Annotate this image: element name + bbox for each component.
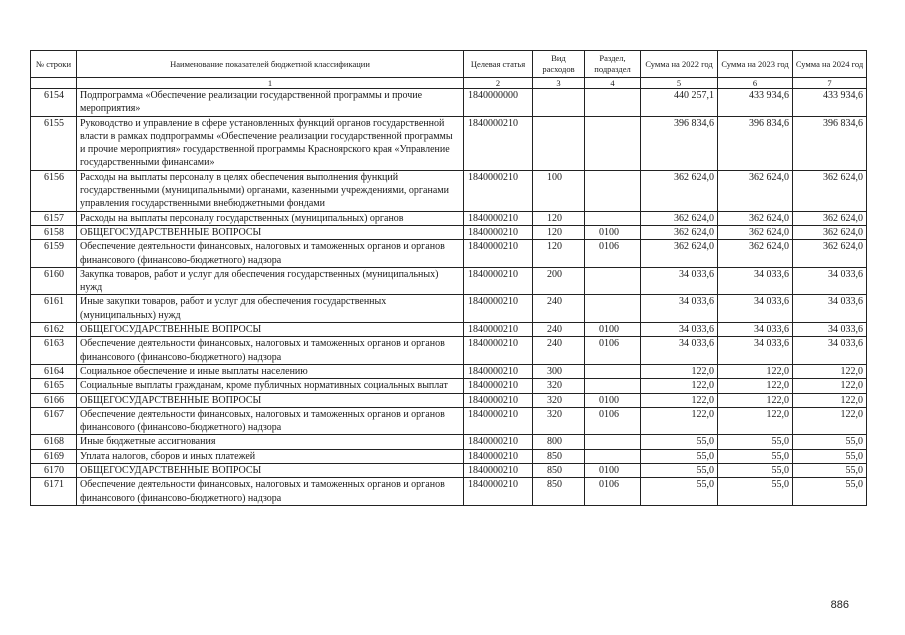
sum-2023: 55,0 bbox=[718, 449, 793, 463]
section-code: 0106 bbox=[585, 337, 641, 365]
row-number: 6161 bbox=[31, 295, 77, 323]
table-row bbox=[31, 364, 867, 378]
sum-2022: 122,0 bbox=[641, 364, 718, 378]
table-row bbox=[31, 435, 867, 449]
target-article: 1840000210 bbox=[464, 478, 533, 506]
sum-2024: 34 033,6 bbox=[793, 295, 867, 323]
indicator-name: Расходы на выплаты персоналу государственных (муниципальных) органов bbox=[77, 211, 464, 225]
header-section: Раздел, подраздел bbox=[585, 51, 641, 78]
sum-2022: 55,0 bbox=[641, 435, 718, 449]
sum-2024: 396 834,6 bbox=[793, 116, 867, 170]
row-number: 6166 bbox=[31, 393, 77, 407]
indicator-name: Иные закупки товаров, работ и услуг для обеспечения государственных (муниципальных) нужд bbox=[77, 295, 464, 323]
section-code bbox=[585, 364, 641, 378]
target-article: 1840000210 bbox=[464, 267, 533, 295]
section-code: 0100 bbox=[585, 225, 641, 239]
target-article: 1840000210 bbox=[464, 323, 533, 337]
target-article: 1840000210 bbox=[464, 116, 533, 170]
table-row bbox=[31, 323, 867, 337]
expense-type: 320 bbox=[533, 393, 585, 407]
indicator-name: Расходы на выплаты персоналу в целях обеспечения выполнения функций государственными (муниципальными) органами, казенными учреждениями, органами управления государственными внебюджетными фондами bbox=[77, 170, 464, 211]
column-number: 3 bbox=[533, 78, 585, 89]
indicator-name: ОБЩЕГОСУДАРСТВЕННЫЕ ВОПРОСЫ bbox=[77, 464, 464, 478]
header-row bbox=[31, 51, 867, 78]
expense-type: 120 bbox=[533, 211, 585, 225]
section-code: 0100 bbox=[585, 464, 641, 478]
indicator-name: ОБЩЕГОСУДАРСТВЕННЫЕ ВОПРОСЫ bbox=[77, 323, 464, 337]
sum-2022: 122,0 bbox=[641, 379, 718, 393]
sum-2022: 55,0 bbox=[641, 464, 718, 478]
header-vid: Вид расходов bbox=[533, 51, 585, 78]
row-number: 6168 bbox=[31, 435, 77, 449]
table-row bbox=[31, 211, 867, 225]
table-row bbox=[31, 393, 867, 407]
indicator-name: Обеспечение деятельности финансовых, налоговых и таможенных органов и органов финансового (финансово-бюджетного) надзора bbox=[77, 337, 464, 365]
indicator-name: ОБЩЕГОСУДАРСТВЕННЫЕ ВОПРОСЫ bbox=[77, 225, 464, 239]
sum-2023: 55,0 bbox=[718, 464, 793, 478]
sum-2022: 122,0 bbox=[641, 407, 718, 435]
row-number: 6167 bbox=[31, 407, 77, 435]
target-article: 1840000210 bbox=[464, 449, 533, 463]
indicator-name: Обеспечение деятельности финансовых, налоговых и таможенных органов и органов финансового (финансово-бюджетного) надзора bbox=[77, 478, 464, 506]
row-number: 6154 bbox=[31, 89, 77, 117]
sum-2022: 396 834,6 bbox=[641, 116, 718, 170]
row-number: 6162 bbox=[31, 323, 77, 337]
expense-type: 300 bbox=[533, 364, 585, 378]
header-target: Целевая статья bbox=[464, 51, 533, 78]
sum-2023: 362 624,0 bbox=[718, 211, 793, 225]
row-number: 6156 bbox=[31, 170, 77, 211]
table-row bbox=[31, 337, 867, 365]
indicator-name: Иные бюджетные ассигнования bbox=[77, 435, 464, 449]
sum-2024: 362 624,0 bbox=[793, 240, 867, 268]
section-code bbox=[585, 170, 641, 211]
expense-type bbox=[533, 89, 585, 117]
target-article: 1840000210 bbox=[464, 240, 533, 268]
sum-2024: 122,0 bbox=[793, 379, 867, 393]
sum-2024: 55,0 bbox=[793, 464, 867, 478]
sum-2023: 34 033,6 bbox=[718, 337, 793, 365]
table-row bbox=[31, 89, 867, 117]
column-number: 6 bbox=[718, 78, 793, 89]
row-number: 6159 bbox=[31, 240, 77, 268]
row-number: 6171 bbox=[31, 478, 77, 506]
table-row bbox=[31, 170, 867, 211]
sum-2024: 122,0 bbox=[793, 364, 867, 378]
section-code bbox=[585, 89, 641, 117]
sum-2024: 362 624,0 bbox=[793, 211, 867, 225]
target-article: 1840000210 bbox=[464, 407, 533, 435]
row-number: 6160 bbox=[31, 267, 77, 295]
sum-2022: 55,0 bbox=[641, 449, 718, 463]
target-article: 1840000210 bbox=[464, 337, 533, 365]
header-row-no: № строки bbox=[31, 51, 77, 78]
expense-type: 240 bbox=[533, 337, 585, 365]
target-article: 1840000210 bbox=[464, 393, 533, 407]
table-row bbox=[31, 478, 867, 506]
section-code: 0100 bbox=[585, 393, 641, 407]
column-number: 4 bbox=[585, 78, 641, 89]
sum-2023: 55,0 bbox=[718, 435, 793, 449]
sum-2024: 362 624,0 bbox=[793, 225, 867, 239]
expense-type: 800 bbox=[533, 435, 585, 449]
expense-type: 120 bbox=[533, 225, 585, 239]
sum-2024: 433 934,6 bbox=[793, 89, 867, 117]
column-number-row bbox=[31, 78, 867, 89]
sum-2023: 433 934,6 bbox=[718, 89, 793, 117]
column-number: 5 bbox=[641, 78, 718, 89]
target-article: 1840000210 bbox=[464, 170, 533, 211]
sum-2023: 396 834,6 bbox=[718, 116, 793, 170]
expense-type: 120 bbox=[533, 240, 585, 268]
header-sum-2022: Сумма на 2022 год bbox=[641, 51, 718, 78]
sum-2024: 34 033,6 bbox=[793, 267, 867, 295]
table-row bbox=[31, 295, 867, 323]
column-number: 7 bbox=[793, 78, 867, 89]
expense-type: 850 bbox=[533, 449, 585, 463]
section-code bbox=[585, 435, 641, 449]
table-row bbox=[31, 116, 867, 170]
row-number: 6157 bbox=[31, 211, 77, 225]
section-code: 0100 bbox=[585, 323, 641, 337]
expense-type: 850 bbox=[533, 478, 585, 506]
section-code bbox=[585, 449, 641, 463]
indicator-name: Обеспечение деятельности финансовых, налоговых и таможенных органов и органов финансового (финансово-бюджетного) надзора bbox=[77, 407, 464, 435]
sum-2022: 34 033,6 bbox=[641, 267, 718, 295]
column-number: 1 bbox=[77, 78, 464, 89]
sum-2024: 34 033,6 bbox=[793, 337, 867, 365]
column-number: 2 bbox=[464, 78, 533, 89]
sum-2023: 34 033,6 bbox=[718, 323, 793, 337]
sum-2024: 122,0 bbox=[793, 407, 867, 435]
sum-2024: 122,0 bbox=[793, 393, 867, 407]
sum-2023: 362 624,0 bbox=[718, 225, 793, 239]
sum-2023: 122,0 bbox=[718, 393, 793, 407]
indicator-name: Социальное обеспечение и иные выплаты населению bbox=[77, 364, 464, 378]
sum-2022: 34 033,6 bbox=[641, 337, 718, 365]
sum-2022: 122,0 bbox=[641, 393, 718, 407]
sum-2023: 34 033,6 bbox=[718, 295, 793, 323]
header-sum-2023: Сумма на 2023 год bbox=[718, 51, 793, 78]
sum-2023: 122,0 bbox=[718, 364, 793, 378]
sum-2022: 362 624,0 bbox=[641, 211, 718, 225]
sum-2023: 34 033,6 bbox=[718, 267, 793, 295]
row-number: 6163 bbox=[31, 337, 77, 365]
row-number: 6169 bbox=[31, 449, 77, 463]
indicator-name: Подпрограмма «Обеспечение реализации государственной программы и прочие мероприятия» bbox=[77, 89, 464, 117]
sum-2023: 122,0 bbox=[718, 407, 793, 435]
expense-type: 240 bbox=[533, 323, 585, 337]
row-number: 6155 bbox=[31, 116, 77, 170]
sum-2024: 55,0 bbox=[793, 449, 867, 463]
section-code bbox=[585, 379, 641, 393]
row-number: 6164 bbox=[31, 364, 77, 378]
header-sum-2024: Сумма на 2024 год bbox=[793, 51, 867, 78]
sum-2023: 122,0 bbox=[718, 379, 793, 393]
target-article: 1840000210 bbox=[464, 225, 533, 239]
table-row bbox=[31, 407, 867, 435]
column-number bbox=[31, 78, 77, 89]
section-code bbox=[585, 116, 641, 170]
indicator-name: Руководство и управление в сфере установленных функций органов государственной власти в рамках подпрограммы «Обеспечение реализации государственной программы и прочие мероприятия» государственной программы Красноярского края «Управление государственными финансами» bbox=[77, 116, 464, 170]
sum-2024: 55,0 bbox=[793, 478, 867, 506]
expense-type: 200 bbox=[533, 267, 585, 295]
sum-2022: 55,0 bbox=[641, 478, 718, 506]
sum-2022: 362 624,0 bbox=[641, 225, 718, 239]
table-row bbox=[31, 464, 867, 478]
expense-type bbox=[533, 116, 585, 170]
sum-2024: 34 033,6 bbox=[793, 323, 867, 337]
expense-type: 240 bbox=[533, 295, 585, 323]
sum-2023: 55,0 bbox=[718, 478, 793, 506]
target-article: 1840000210 bbox=[464, 295, 533, 323]
row-number: 6170 bbox=[31, 464, 77, 478]
sum-2023: 362 624,0 bbox=[718, 170, 793, 211]
table-row bbox=[31, 449, 867, 463]
sum-2024: 362 624,0 bbox=[793, 170, 867, 211]
indicator-name: Социальные выплаты гражданам, кроме публичных нормативных социальных выплат bbox=[77, 379, 464, 393]
target-article: 1840000000 bbox=[464, 89, 533, 117]
section-code bbox=[585, 295, 641, 323]
budget-table bbox=[30, 50, 867, 506]
indicator-name: Обеспечение деятельности финансовых, налоговых и таможенных органов и органов финансового (финансово-бюджетного) надзора bbox=[77, 240, 464, 268]
section-code: 0106 bbox=[585, 240, 641, 268]
target-article: 1840000210 bbox=[464, 364, 533, 378]
sum-2024: 55,0 bbox=[793, 435, 867, 449]
sum-2022: 34 033,6 bbox=[641, 323, 718, 337]
expense-type: 850 bbox=[533, 464, 585, 478]
table-row bbox=[31, 267, 867, 295]
row-number: 6158 bbox=[31, 225, 77, 239]
section-code: 0106 bbox=[585, 407, 641, 435]
section-code: 0106 bbox=[585, 478, 641, 506]
table-row bbox=[31, 379, 867, 393]
sum-2022: 362 624,0 bbox=[641, 240, 718, 268]
expense-type: 320 bbox=[533, 407, 585, 435]
header-name: Наименование показателей бюджетной классификации bbox=[77, 51, 464, 78]
row-number: 6165 bbox=[31, 379, 77, 393]
expense-type: 320 bbox=[533, 379, 585, 393]
indicator-name: Закупка товаров, работ и услуг для обеспечения государственных (муниципальных) нужд bbox=[77, 267, 464, 295]
section-code bbox=[585, 267, 641, 295]
target-article: 1840000210 bbox=[464, 211, 533, 225]
expense-type: 100 bbox=[533, 170, 585, 211]
target-article: 1840000210 bbox=[464, 379, 533, 393]
sum-2023: 362 624,0 bbox=[718, 240, 793, 268]
sum-2022: 362 624,0 bbox=[641, 170, 718, 211]
sum-2022: 34 033,6 bbox=[641, 295, 718, 323]
sum-2022: 440 257,1 bbox=[641, 89, 718, 117]
page-number: 886 bbox=[830, 599, 849, 611]
table-row bbox=[31, 240, 867, 268]
table-row bbox=[31, 225, 867, 239]
indicator-name: Уплата налогов, сборов и иных платежей bbox=[77, 449, 464, 463]
target-article: 1840000210 bbox=[464, 435, 533, 449]
indicator-name: ОБЩЕГОСУДАРСТВЕННЫЕ ВОПРОСЫ bbox=[77, 393, 464, 407]
section-code bbox=[585, 211, 641, 225]
target-article: 1840000210 bbox=[464, 464, 533, 478]
